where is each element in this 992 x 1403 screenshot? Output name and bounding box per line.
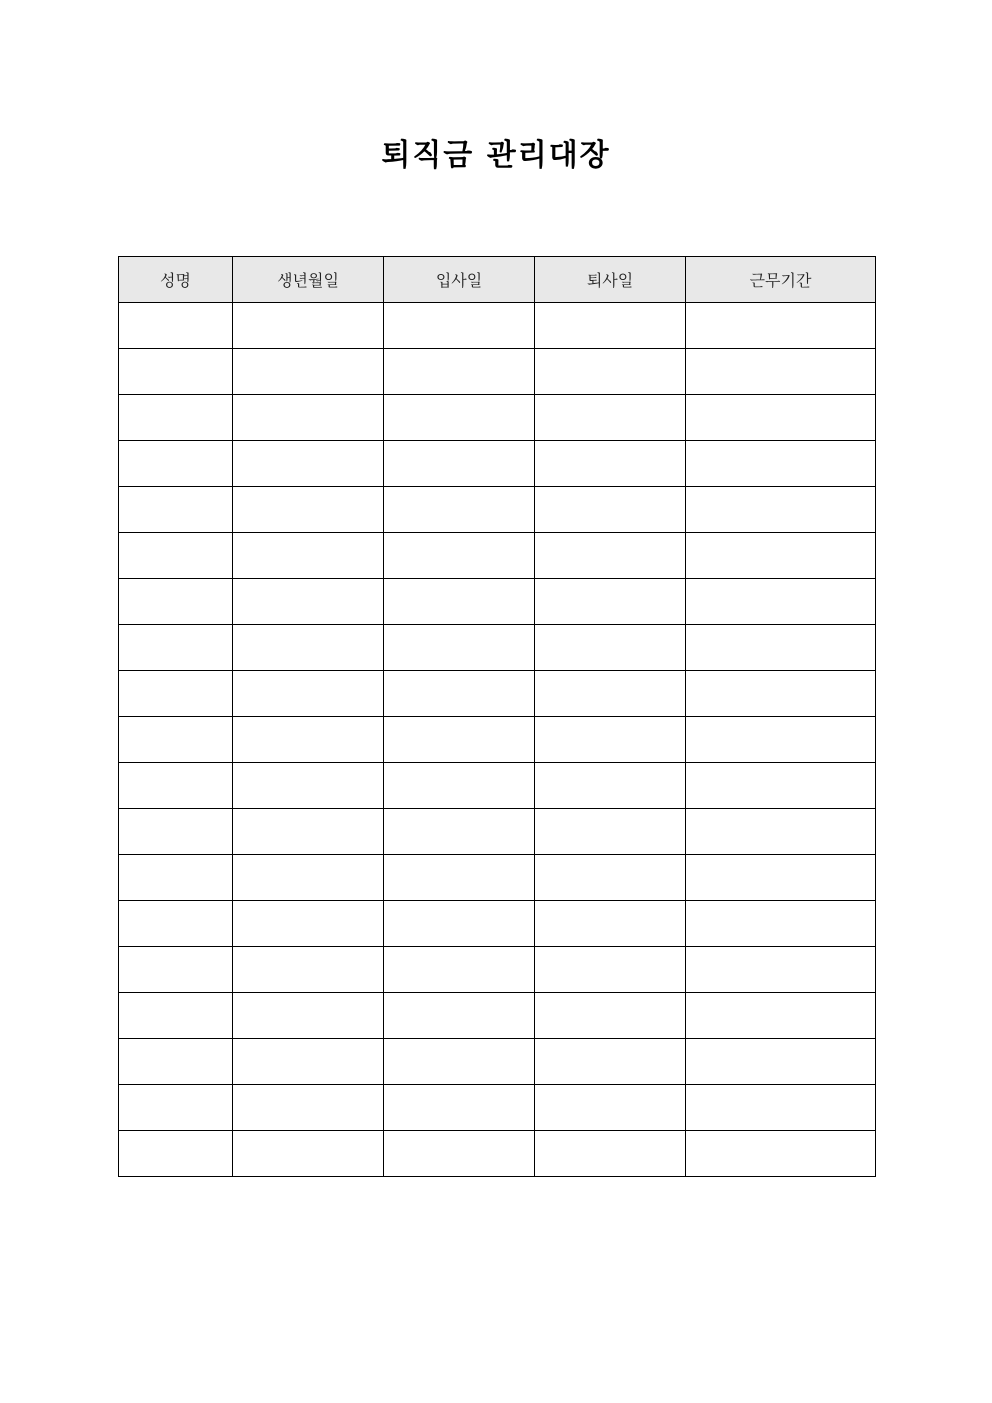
- service-period-cell: [686, 763, 876, 809]
- birthdate-cell: [233, 855, 384, 901]
- service-period-cell: [686, 533, 876, 579]
- table-row: [119, 1039, 876, 1085]
- leave-date-cell: [535, 487, 686, 533]
- hire-date-cell: [384, 1131, 535, 1177]
- birthdate-cell: [233, 1085, 384, 1131]
- name-cell: [119, 855, 233, 901]
- hire-date-cell: [384, 1039, 535, 1085]
- service-period-cell: [686, 625, 876, 671]
- severance-ledger-table: [118, 256, 876, 1177]
- service-period-cell: [686, 441, 876, 487]
- leave-date-cell: [535, 901, 686, 947]
- birthdate-cell: [233, 763, 384, 809]
- birthdate-cell: [233, 441, 384, 487]
- leave-date-cell: [535, 625, 686, 671]
- birthdate-cell: [233, 533, 384, 579]
- service-period-cell: [686, 993, 876, 1039]
- hire-date-cell: [384, 579, 535, 625]
- leave-date-cell: [535, 947, 686, 993]
- leave-date-cell: [535, 395, 686, 441]
- hire-date-cell: [384, 855, 535, 901]
- table-row: [119, 763, 876, 809]
- birthdate-cell: [233, 717, 384, 763]
- hire-date-cell: [384, 671, 535, 717]
- name-cell: [119, 349, 233, 395]
- birthdate-cell: [233, 809, 384, 855]
- name-cell: [119, 395, 233, 441]
- birthdate-cell: [233, 947, 384, 993]
- name-cell: [119, 717, 233, 763]
- table-body: [119, 303, 876, 1177]
- service-period-cell: [686, 303, 876, 349]
- table-row: [119, 717, 876, 763]
- hire-date-cell: [384, 349, 535, 395]
- leave-date-cell: [535, 809, 686, 855]
- service-period-cell: [686, 717, 876, 763]
- leave-date-cell: [535, 671, 686, 717]
- header-leave-date: 퇴사일: [535, 257, 686, 303]
- table-row: [119, 993, 876, 1039]
- table-row: [119, 533, 876, 579]
- leave-date-cell: [535, 579, 686, 625]
- birthdate-cell: [233, 303, 384, 349]
- name-cell: [119, 303, 233, 349]
- page-title: 퇴직금 관리대장: [381, 138, 611, 173]
- hire-date-cell: [384, 441, 535, 487]
- leave-date-cell: [535, 533, 686, 579]
- birthdate-cell: [233, 487, 384, 533]
- service-period-cell: [686, 901, 876, 947]
- birthdate-cell: [233, 1131, 384, 1177]
- hire-date-cell: [384, 993, 535, 1039]
- table-row: [119, 579, 876, 625]
- service-period-cell: [686, 349, 876, 395]
- service-period-cell: [686, 809, 876, 855]
- name-cell: [119, 533, 233, 579]
- name-cell: [119, 625, 233, 671]
- hire-date-cell: [384, 717, 535, 763]
- birthdate-cell: [233, 395, 384, 441]
- table-row: [119, 1131, 876, 1177]
- leave-date-cell: [535, 993, 686, 1039]
- table-row: [119, 855, 876, 901]
- name-cell: [119, 1085, 233, 1131]
- service-period-cell: [686, 579, 876, 625]
- leave-date-cell: [535, 441, 686, 487]
- leave-date-cell: [535, 855, 686, 901]
- service-period-cell: [686, 487, 876, 533]
- service-period-cell: [686, 855, 876, 901]
- hire-date-cell: [384, 625, 535, 671]
- birthdate-cell: [233, 625, 384, 671]
- birthdate-cell: [233, 349, 384, 395]
- birthdate-cell: [233, 671, 384, 717]
- leave-date-cell: [535, 1039, 686, 1085]
- name-cell: [119, 487, 233, 533]
- table-row: [119, 395, 876, 441]
- table-row: [119, 349, 876, 395]
- leave-date-cell: [535, 763, 686, 809]
- hire-date-cell: [384, 901, 535, 947]
- leave-date-cell: [535, 303, 686, 349]
- table-row: [119, 809, 876, 855]
- service-period-cell: [686, 947, 876, 993]
- name-cell: [119, 763, 233, 809]
- name-cell: [119, 1039, 233, 1085]
- hire-date-cell: [384, 763, 535, 809]
- table-row: [119, 901, 876, 947]
- name-cell: [119, 947, 233, 993]
- table-row: [119, 441, 876, 487]
- service-period-cell: [686, 395, 876, 441]
- table-row: [119, 303, 876, 349]
- service-period-cell: [686, 1131, 876, 1177]
- header-hire-date: 입사일: [384, 257, 535, 303]
- hire-date-cell: [384, 487, 535, 533]
- name-cell: [119, 1131, 233, 1177]
- leave-date-cell: [535, 717, 686, 763]
- table-row: [119, 671, 876, 717]
- hire-date-cell: [384, 809, 535, 855]
- header-service-period: 근무기간: [686, 257, 876, 303]
- header-row: [119, 257, 876, 303]
- table-header: [119, 257, 876, 303]
- name-cell: [119, 671, 233, 717]
- birthdate-cell: [233, 1039, 384, 1085]
- service-period-cell: [686, 1085, 876, 1131]
- table-row: [119, 947, 876, 993]
- header-birthdate: 생년월일: [233, 257, 384, 303]
- leave-date-cell: [535, 1131, 686, 1177]
- birthdate-cell: [233, 901, 384, 947]
- leave-date-cell: [535, 349, 686, 395]
- hire-date-cell: [384, 947, 535, 993]
- hire-date-cell: [384, 395, 535, 441]
- hire-date-cell: [384, 533, 535, 579]
- header-name: 성명: [119, 257, 233, 303]
- name-cell: [119, 993, 233, 1039]
- service-period-cell: [686, 671, 876, 717]
- birthdate-cell: [233, 579, 384, 625]
- name-cell: [119, 441, 233, 487]
- name-cell: [119, 579, 233, 625]
- hire-date-cell: [384, 1085, 535, 1131]
- hire-date-cell: [384, 303, 535, 349]
- table-row: [119, 1085, 876, 1131]
- name-cell: [119, 809, 233, 855]
- table-row: [119, 487, 876, 533]
- birthdate-cell: [233, 993, 384, 1039]
- service-period-cell: [686, 1039, 876, 1085]
- name-cell: [119, 901, 233, 947]
- leave-date-cell: [535, 1085, 686, 1131]
- table-row: [119, 625, 876, 671]
